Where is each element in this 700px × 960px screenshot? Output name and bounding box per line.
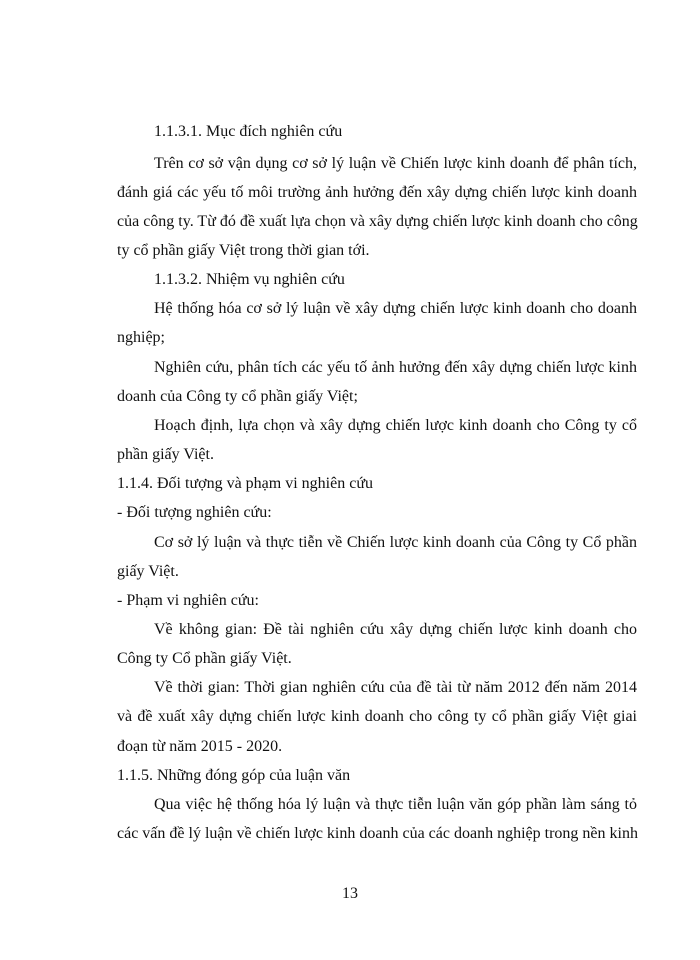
paragraph-line: Nghiên cứu, phân tích các yếu tố ảnh hưởng đến xây dựng chiến lược kinh	[154, 359, 637, 376]
paragraph-line: Công ty Cổ phần giấy Việt.	[117, 650, 292, 667]
page-number: 13	[342, 885, 358, 902]
paragraph-line: Trên cơ sở vận dụng cơ sở lý luận về Chiến lược kinh doanh để phân tích,	[154, 155, 637, 172]
paragraph-line: Hệ thống hóa cơ sở lý luận về xây dựng chiến lược kinh doanh cho doanh	[154, 300, 637, 317]
list-item-subject: - Đối tượng nghiên cứu:	[117, 504, 272, 521]
paragraph-line: đánh giá các yếu tố môi trường ảnh hưởng đến xây dựng chiến lược kinh doanh	[117, 184, 637, 201]
paragraph-line: nghiệp;	[117, 329, 165, 346]
paragraph-line: Qua việc hệ thống hóa lý luận và thực tiễn luận văn góp phần làm sáng tỏ	[154, 796, 637, 813]
paragraph-line: và đề xuất xây dựng chiến lược kinh doanh cho công ty cổ phần giấy Việt giai	[117, 708, 637, 725]
heading-contributions: 1.1.5. Những đóng góp của luận văn	[117, 767, 351, 784]
paragraph-line: ty cổ phần giấy Việt trong thời gian tới.	[117, 242, 370, 259]
paragraph-line: Cơ sở lý luận và thực tiễn về Chiến lược kinh doanh của Công ty Cổ phần	[154, 534, 637, 551]
paragraph-line: các vấn đề lý luận về chiến lược kinh doanh của các doanh nghiệp trong nền kinh	[117, 825, 638, 842]
heading-purpose: 1.1.3.1. Mục đích nghiên cứu	[154, 123, 343, 140]
paragraph-line: đoạn từ năm 2015 - 2020.	[117, 738, 283, 755]
paragraph-line: Hoạch định, lựa chọn và xây dựng chiến lược kinh doanh cho Công ty cổ	[154, 417, 637, 434]
paragraph-line: của công ty. Từ đó đề xuất lựa chọn và xây dựng chiến lược kinh doanh cho công	[117, 213, 638, 230]
heading-scope: 1.1.4. Đối tượng và phạm vi nghiên cứu	[117, 475, 373, 492]
paragraph-line: Về không gian: Đề tài nghiên cứu xây dựng chiến lược kinh doanh cho	[154, 621, 637, 638]
paragraph-line: phần giấy Việt.	[117, 446, 214, 463]
list-item-scope: - Phạm vi nghiên cứu:	[117, 592, 259, 609]
heading-tasks: 1.1.3.2. Nhiệm vụ nghiên cứu	[154, 271, 345, 288]
paragraph-line: giấy Việt.	[117, 563, 179, 580]
paragraph-line: doanh của Công ty cổ phần giấy Việt;	[117, 388, 358, 405]
paragraph-line: Về thời gian: Thời gian nghiên cứu của đề tài từ năm 2012 đến năm 2014	[154, 679, 637, 696]
